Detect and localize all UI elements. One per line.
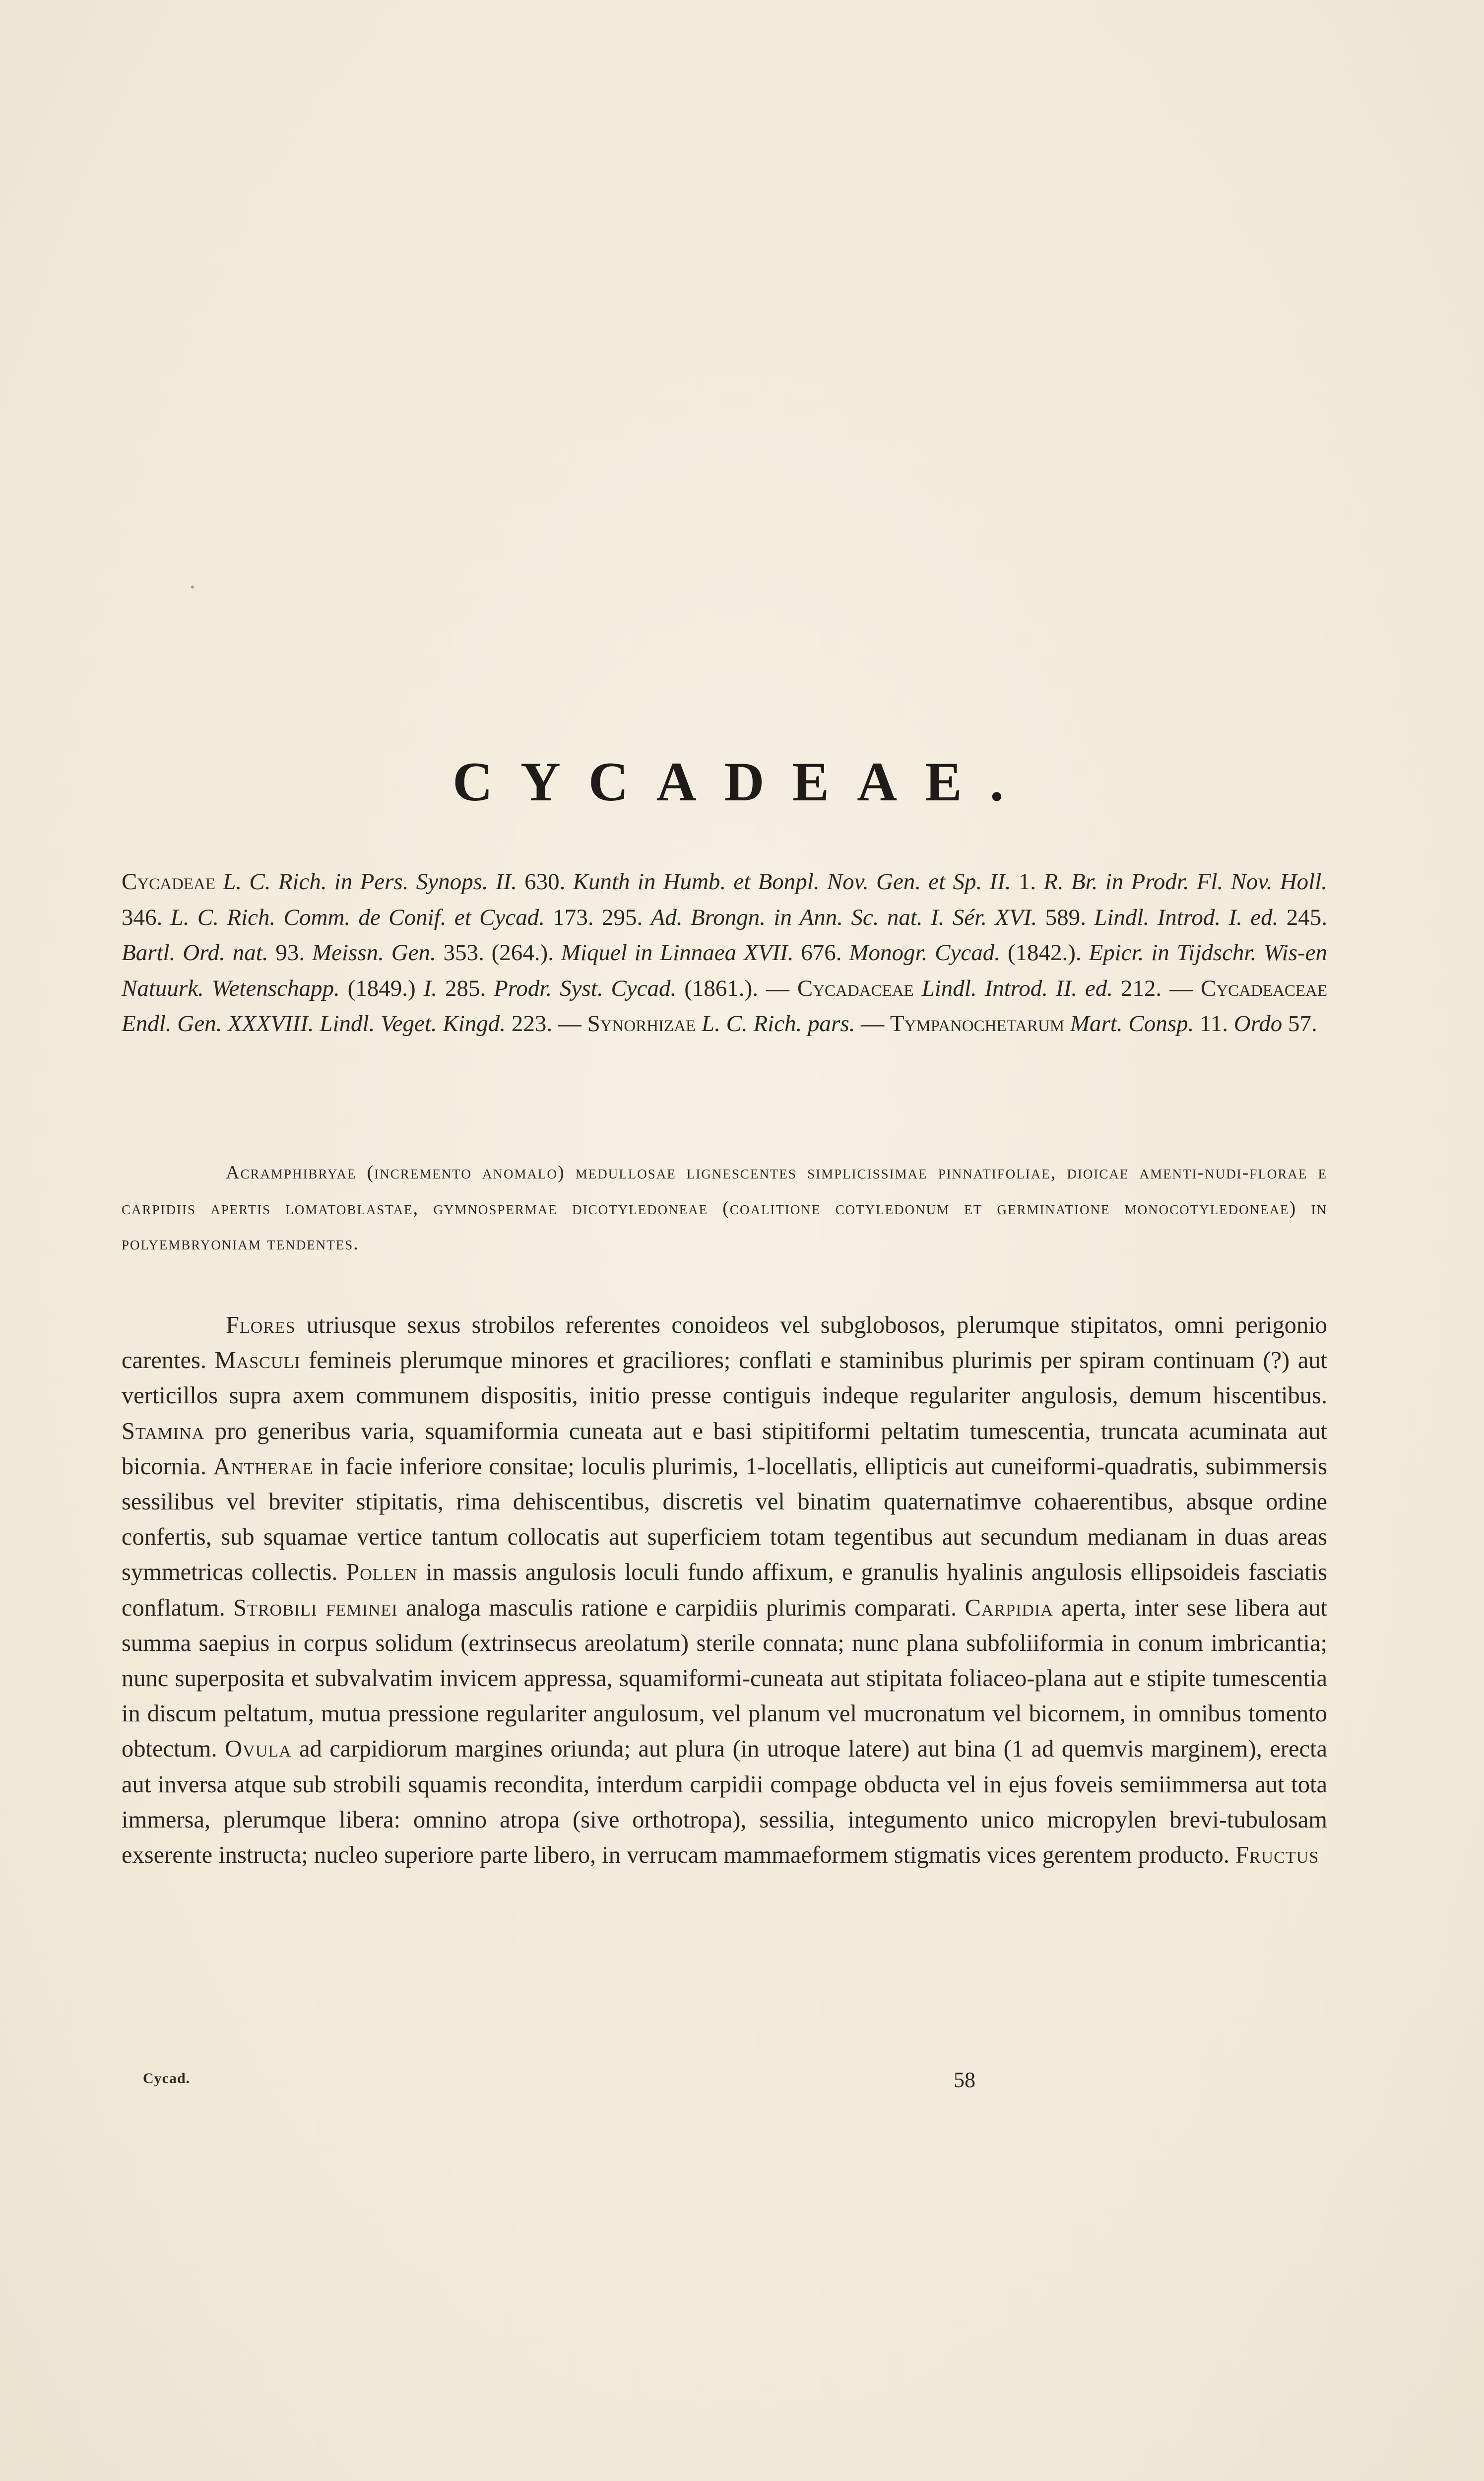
synonymy-run: Epicr. in Tijdschr. Wis-en Natuurk. Wetenschapp. xyxy=(122,940,1327,1001)
description-run: Ovula xyxy=(225,1736,292,1763)
paper-speck xyxy=(191,586,194,588)
page-title: CYCADEAE. xyxy=(452,751,1032,813)
description-run: Fructus xyxy=(1235,1842,1319,1869)
signature-mark: Cycad. xyxy=(143,2070,191,2087)
synonymy-run: (1849.) xyxy=(339,975,424,1001)
synonymy-run: 676. xyxy=(793,940,849,966)
synonymy-run: 285. xyxy=(437,975,494,1001)
synonymy-run: — xyxy=(855,1011,890,1037)
synonymy-run: Synorhizae xyxy=(587,1011,696,1037)
description-run: Flores xyxy=(226,1312,296,1338)
description-run: pro generibus varia, squamiformia cuneata aut e basi stipitiformi peltatim tumescentia, truncata acuminata aut bicornia. xyxy=(122,1418,1327,1480)
synonymy-run: Kunth in Humb. et Bonpl. Nov. Gen. et Sp. II. xyxy=(573,869,1011,895)
description-run: Masculi xyxy=(214,1347,301,1374)
synonymy-run: Lindl. Introd. II. ed. xyxy=(913,975,1113,1001)
description-run: Pollen xyxy=(346,1559,418,1586)
description-run: in facie inferiore consitae; loculis plurimis, 1-locellatis, ellipticis aut cuneiformi-quadratis, subimmersis sessilibus vel breviter stipitatis, rima dehiscentibus, discretis vel binatim quaternatimve cohaerentibus, absque ordine confertis, sub squamae vertice tantum collocatis aut superficiem totam tegentibus aut secundum medianam in duas areas symmetricas collectis. xyxy=(122,1453,1327,1586)
synonymy-run: 1. xyxy=(1011,869,1044,895)
description-run: femineis plerumque minores et graciliores; conflati e staminibus plurimis per spiram continuam (?) aut verticillos supra axem communem dispositis, initio presse contiguis indeque regulariter angulosis, demum hiscentibus. xyxy=(122,1347,1328,1409)
character-text: Acramphibryae (incremento anomalo) medullosae lignescentes simplicissimae pinnatifoliae, dioicae amenti-nudi-florae e carpidiis apertis lomatoblastae, gymnospermae dicotyledoneae (coalitione cotyledonum et germinatione monocotyledoneae) in polyembryoniam tendentes. xyxy=(122,1162,1327,1254)
synonymy-run: 589. xyxy=(1037,904,1095,930)
description-run: aperta, inter sese libera aut summa saepius in corpus solidum (extrinsecus areolatum) sterile connata; nunc plana subfoliiformia in conum imbricantia; nunc superposita et subvalvatim invicem appressa, squamiformi-cuneata aut stipitata foliaceo-plana aut e stipite tumescentia in discum peltatum, mutua pressione regulariter angulosum, vel planum vel mucronatum vel bicornem, in omnibus tomento obtectum. xyxy=(122,1594,1327,1763)
synonymy-run: 212. — xyxy=(1113,975,1201,1001)
synonymy-run: (1842.). xyxy=(1000,940,1089,966)
synonymy-run: 245. xyxy=(1278,904,1328,930)
synonymy-run: 353. (264.). xyxy=(436,940,561,966)
synonymy-run: R. Br. in Prodr. Fl. Nov. Holl. xyxy=(1043,869,1328,895)
synonymy-run: I. xyxy=(423,975,438,1001)
synonymy-run: Prodr. Syst. Cycad. xyxy=(494,975,677,1001)
synonymy-run: 57. xyxy=(1282,1011,1317,1037)
synonymy-run: Lindl. Introd. I. ed. xyxy=(1094,904,1279,930)
synonymy-run: Cycadeaceae xyxy=(1201,975,1328,1001)
description-paragraph xyxy=(122,1307,1327,1873)
character-paragraph xyxy=(122,1155,1327,1262)
description-run: Stamina xyxy=(122,1418,205,1444)
synonymy-run: 93. xyxy=(268,940,312,966)
description-run: Carpidia xyxy=(965,1594,1053,1621)
description-run: Strobili feminei xyxy=(233,1594,398,1621)
synonymy-run: Ad. Brongn. in Ann. Sc. nat. I. Sér. XVI. xyxy=(650,904,1037,930)
synonymy-run: Cycadeae xyxy=(122,869,216,895)
synonymy-run: Meissn. Gen. xyxy=(312,940,436,966)
synonymy-run: 223. — xyxy=(506,1011,587,1037)
synonymy-run: Bartl. Ord. nat. xyxy=(122,940,268,966)
page-number: 58 xyxy=(954,2068,975,2092)
synonymy-run: Mart. Consp. xyxy=(1064,1011,1194,1037)
synonymy-run: Cycadaceae xyxy=(797,975,914,1001)
synonymy-run: Tympanochetarum xyxy=(890,1011,1065,1037)
synonymy-run: L. C. Rich. in Pers. Synops. II. xyxy=(215,869,517,895)
synonymy-run: Monogr. Cycad. xyxy=(849,940,1000,966)
description-run: Antherae xyxy=(213,1453,314,1480)
synonymy-run: 346. xyxy=(122,904,171,930)
synonymy-run: L. C. Rich. pars. xyxy=(696,1011,855,1037)
synonymy-paragraph xyxy=(122,864,1327,1042)
synonymy-run: Miquel in Linnaea XVII. xyxy=(561,940,794,966)
synonymy-run: (1861.). — xyxy=(676,975,797,1001)
synonymy-run: Ordo xyxy=(1233,1011,1283,1037)
synonymy-run: 11. xyxy=(1194,1011,1234,1037)
description-run: ad carpidiorum margines oriunda; aut plura (in utroque latere) aut bina (1 ad quemvis marginem), erecta aut inversa atque sub strobili squamis recondita, interdum carpidii compage obducta vel in ejus foveis semiimmersa aut tota immersa, plerumque libera: omnino atropa (sive orthotropa), sessilia, integumento unico micropylen brevi-tubulosam exserente instructa; nucleo superiore parte libero, in verrucam mammaeformem stigmatis vices gerentem producto. xyxy=(122,1736,1327,1869)
description-run: utriusque sexus strobilos referentes conoideos vel subglobosos, plerumque stipitatos, omni perigonio carentes. xyxy=(122,1312,1327,1374)
synonymy-run: 630. xyxy=(516,869,573,895)
description-run: in massis angulosis loculi fundo affixum, e granulis hyalinis angulosis ellipsoideis fasciatis conflatum. xyxy=(122,1559,1328,1621)
synonymy-run: L. C. Rich. Comm. de Conif. et Cycad. xyxy=(170,904,545,930)
synonymy-run: 173. 295. xyxy=(545,904,651,930)
synonymy-run: Endl. Gen. XXXVIII. Lindl. Veget. Kingd. xyxy=(122,1011,506,1037)
description-run: analoga masculis ratione e carpidiis plurimis comparati. xyxy=(397,1594,965,1621)
